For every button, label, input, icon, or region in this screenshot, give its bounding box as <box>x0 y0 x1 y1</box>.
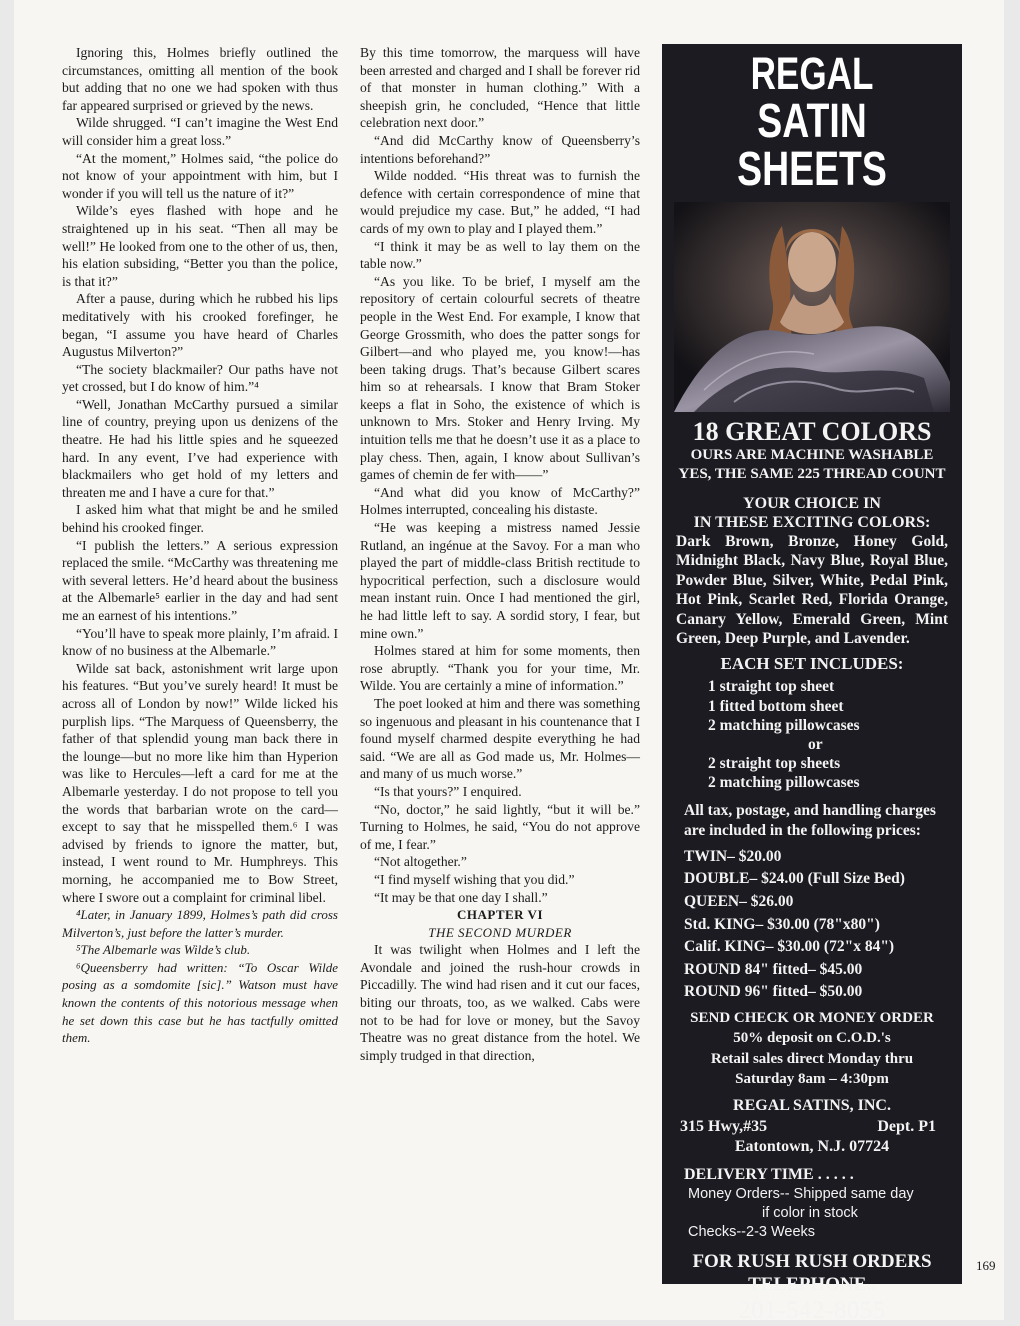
ad-tax-note: All tax, postage, and handling charges are included in the following prices: <box>684 801 936 840</box>
ad-retail: Retail sales direct Monday thru <box>710 1050 914 1067</box>
list-item: 2 straight top sheets <box>708 755 841 773</box>
chapter-subtitle: THE SECOND MURDER <box>428 924 572 940</box>
paragraph: “I publish the letters.” A serious expression replaced the smile. “McCarthy was threatening me with several letters. He’d heard about the business at the Albemarle⁵ earlier in the day and had sent me an earnest of his intentions.” <box>62 537 338 623</box>
ad-telephone-label: TELEPHONE.. <box>748 1274 876 1296</box>
paragraph: Wilde’s eyes flashed with hope and he straightened up in his seat. “Then all may be well!” He looked from one to the other of us, then, his elation subsiding, “Better you than the police, is that it?” <box>62 203 338 289</box>
paragraph: By this time tomorrow, the marquess will have been arrested and charged and I shall be forever rid of that monster in human clothing.” With a sheepish grin, he concluded, “Hence that little celebration next door.” <box>360 45 640 131</box>
footnote: ⁶Queensberry had written: “To Oscar Wilde posing as a somdomite [sic].” Watson must have known the contents of this notorious message when he set down this case but he has tactfully omitted them. <box>62 959 338 1046</box>
ad-phone-number: 201-542-8055 <box>738 1297 886 1325</box>
paragraph: “Is that yours?” I enquired. <box>374 783 522 799</box>
list-item: 1 straight top sheet <box>708 678 835 696</box>
ad-delivery-time: DELIVERY TIME . . . . . <box>684 1166 854 1184</box>
price-item: Std. KING– $30.00 (78"x80") <box>684 915 880 933</box>
list-item: 1 fitted bottom sheet <box>708 697 844 715</box>
ad-rush-orders: FOR RUSH RUSH ORDERS <box>692 1251 932 1273</box>
ad-address-row <box>662 1116 962 1137</box>
ad-headline-line1: REGAL <box>750 48 874 99</box>
price-item: QUEEN– $26.00 <box>684 893 794 911</box>
ad-checks: Checks--2-3 Weeks <box>688 1224 816 1241</box>
paragraph: “Not altogether.” <box>374 854 467 870</box>
paragraph: “I find myself wishing that you did.” <box>374 871 575 887</box>
ad-address: 315 Hwy,#35 <box>680 1118 768 1136</box>
chapter-title: CHAPTER VI <box>456 907 544 923</box>
text-column-middle <box>360 44 640 1064</box>
price-item: DOUBLE– $24.00 (Full Size Bed) <box>684 870 905 888</box>
paragraph: It was twilight when Holmes and I left the Avondale and joined the rush-hour crowds in Piccadilly. The wind had risen and it cut our faces, biting our throats, too, as we walked. Cabs were not to be had for love or money, but the Savoy Theatre was no great distance from the hotel. We simply trudged in that direction, <box>360 942 640 1063</box>
ad-price-list <box>662 846 962 1004</box>
paragraph: “At the moment,” Holmes said, “the police do not know of your appointment with him, but I wonder if you will tell us the nature of it?” <box>62 150 338 201</box>
ad-choice-line1: YOUR CHOICE IN <box>743 495 881 512</box>
page-number: 169 <box>976 1258 996 1273</box>
paragraph: “Well, Jonathan McCarthy pursued a similar line of country, preying upon us denizens of the theatre. He had his little spies and he squeezed hard. In any event, I’ve had experience with blackmailers who get hold of my letters and threaten me and I have a cure for that.” <box>62 396 338 500</box>
price-item: TWIN– $20.00 <box>684 847 782 865</box>
ad-hours: Saturday 8am – 4:30pm <box>735 1071 889 1088</box>
paragraph: “No, doctor,” he said lightly, “but it will be.” Turning to Holmes, he said, “You do not approve of me, I fear.” <box>360 801 640 852</box>
ad-colors-list: Dark Brown, Bronze, Honey Gold, Midnight Black, Navy Blue, Royal Blue, Powder Blue, Silver, White, Pedal Pink, Hot Pink, Scarlet Red, Florida Orange, Canary Yellow, Emerald Green, Mint Green, Deep Purple, and Lavender. <box>676 533 948 648</box>
paragraph: “And did McCarthy know of Queensberry’s intentions beforehand?” <box>360 132 640 166</box>
paragraph: “And what did you know of McCarthy?” Holmes interrupted, concealing his distaste. <box>360 484 640 518</box>
paragraph: Ignoring this, Holmes briefly outlined the circumstances, omitting all mention of the book but adding that no one we had spoken with thus far appeared surprised or grieved by the news. <box>62 45 338 113</box>
price-item: ROUND 96" fitted– $50.00 <box>684 983 863 1001</box>
ad-includes-heading: EACH SET INCLUDES: <box>720 654 904 674</box>
list-item: 2 matching pillowcases <box>708 774 860 792</box>
regal-satin-sheets-ad <box>662 44 962 1325</box>
ad-choice-line2: IN THESE EXCITING COLORS: <box>693 514 931 531</box>
ad-company-name: REGAL SATINS, INC. <box>733 1096 891 1114</box>
model-illustration <box>674 202 950 412</box>
paragraph: “The society blackmailer? Our paths have not yet crossed, but I do know of him.”⁴ <box>62 361 338 395</box>
ad-washable: OURS ARE MACHINE WASHABLE <box>690 447 934 463</box>
paragraph: “He was keeping a mistress named Jessie Rutland, an ingénue at the Savoy. For a man who played the part of middle-class British rectitude to hypocritical perfection, such a disclosure would mean instant ruin. Once I had mentioned the girl, he had little left to say. A sordid story, I fear, but mine own.” <box>360 520 640 641</box>
paragraph: “As you like. To be brief, I myself am the repository of certain colourful secrets of theatre people in the West End. For example, I know that George Grossmith, who does the patter songs for Gilbert—and who played me, you know!—has been taking drugs. That’s because Gilbert scares him so at rehearsals. I know that Bram Stoker keeps a flat in Soho, the existence of which is unknown to Mrs. Stoker and Henry Irving. My intuition tells me that he doesn’t use it as a place to play chess. Then, again, I know about Sullivan’s games of chemin de fer with——” <box>360 273 640 483</box>
paragraph: I asked him what that might be and he smiled behind his crooked finger. <box>62 502 338 536</box>
ad-headline <box>695 50 929 194</box>
price-item: Calif. KING– $30.00 (72"x 84") <box>684 938 895 956</box>
price-item: ROUND 84" fitted– $45.00 <box>684 960 863 978</box>
paragraph: Wilde sat back, astonishment writ large upon his features. “But you’ve surely heard! It must be across all of London by now!” Wilde licked his purplish lips. “The Marquess of Queensberry, the father of that splendid young man back there in the lounge—but no more like him than Hyperion was like to Hercules—left a card for me at the Albemarle yesterday. I do not propose to tell you the words that barbarian wrote on the card—except to say that he misspelled them.⁶ I was advised by friends to ignore the matter, but, instead, I went round to Mr. Humphreys. This morning, he accompanied me to Bow Street, where I swore out a complaint for criminal libel. <box>62 660 338 905</box>
ad-deposit: 50% deposit on C.O.D.'s <box>733 1030 891 1047</box>
paragraph: After a pause, during which he rubbed his lips meditatively with his crooked forefinger, he began, “I assume you have heard of Charles Augustus Milverton?” <box>62 291 338 360</box>
text-column-left <box>62 44 338 1047</box>
paragraph: “It may be that one day I shall.” <box>374 889 548 905</box>
ad-money-orders-note: if color in stock <box>762 1205 858 1222</box>
paragraph: “You’ll have to speak more plainly, I’m afraid. I know of no business at the Albemarle.” <box>62 625 338 659</box>
ad-headline-line2: SATIN SHEETS <box>737 95 887 196</box>
paragraph: Wilde nodded. “His threat was to furnish the defence with certain correspondence of mine that would prejudice my case. But,” he added, “I had cards of my own to play and I played them.” <box>360 168 640 236</box>
ad-city: Eatontown, N.J. 07724 <box>734 1138 890 1156</box>
model-photo <box>674 202 950 412</box>
paragraph: Wilde shrugged. “I can’t imagine the West End will consider him a great loss.” <box>62 115 338 148</box>
ad-set-list <box>662 677 962 792</box>
paragraph: “I think it may be as well to lay them on the table now.” <box>360 238 640 272</box>
ad-money-orders: Money Orders-- Shipped same day <box>688 1186 914 1203</box>
list-item-or: or <box>808 736 823 754</box>
ad-dept: Dept. P1 <box>877 1118 936 1136</box>
footnote: ⁵The Albemarle was Wilde’s club. <box>76 942 251 958</box>
ad-thread-count: YES, THE SAME 225 THREAD COUNT <box>678 466 946 482</box>
ad-colors-count: 18 GREAT COLORS <box>692 417 932 446</box>
paragraph: The poet looked at him and there was something so ingenuous and pleasant in his countenance that I found myself charmed despite everything he had said. “We are all as God made us, Mr. Holmes—and many of us much worse.” <box>360 695 640 782</box>
magazine-page <box>14 0 1004 1325</box>
ad-send-check: SEND CHECK OR MONEY ORDER <box>690 1010 934 1026</box>
footnote: ⁴Later, in January 1899, Holmes’s path did cross Milverton’s, just before the latter’s murder. <box>62 907 338 940</box>
paragraph: Holmes stared at him for some moments, then rose abruptly. “Thank you for your time, Mr. Wilde. You are certainly a mine of information.” <box>360 643 640 694</box>
list-item: 2 matching pillowcases <box>708 716 860 734</box>
